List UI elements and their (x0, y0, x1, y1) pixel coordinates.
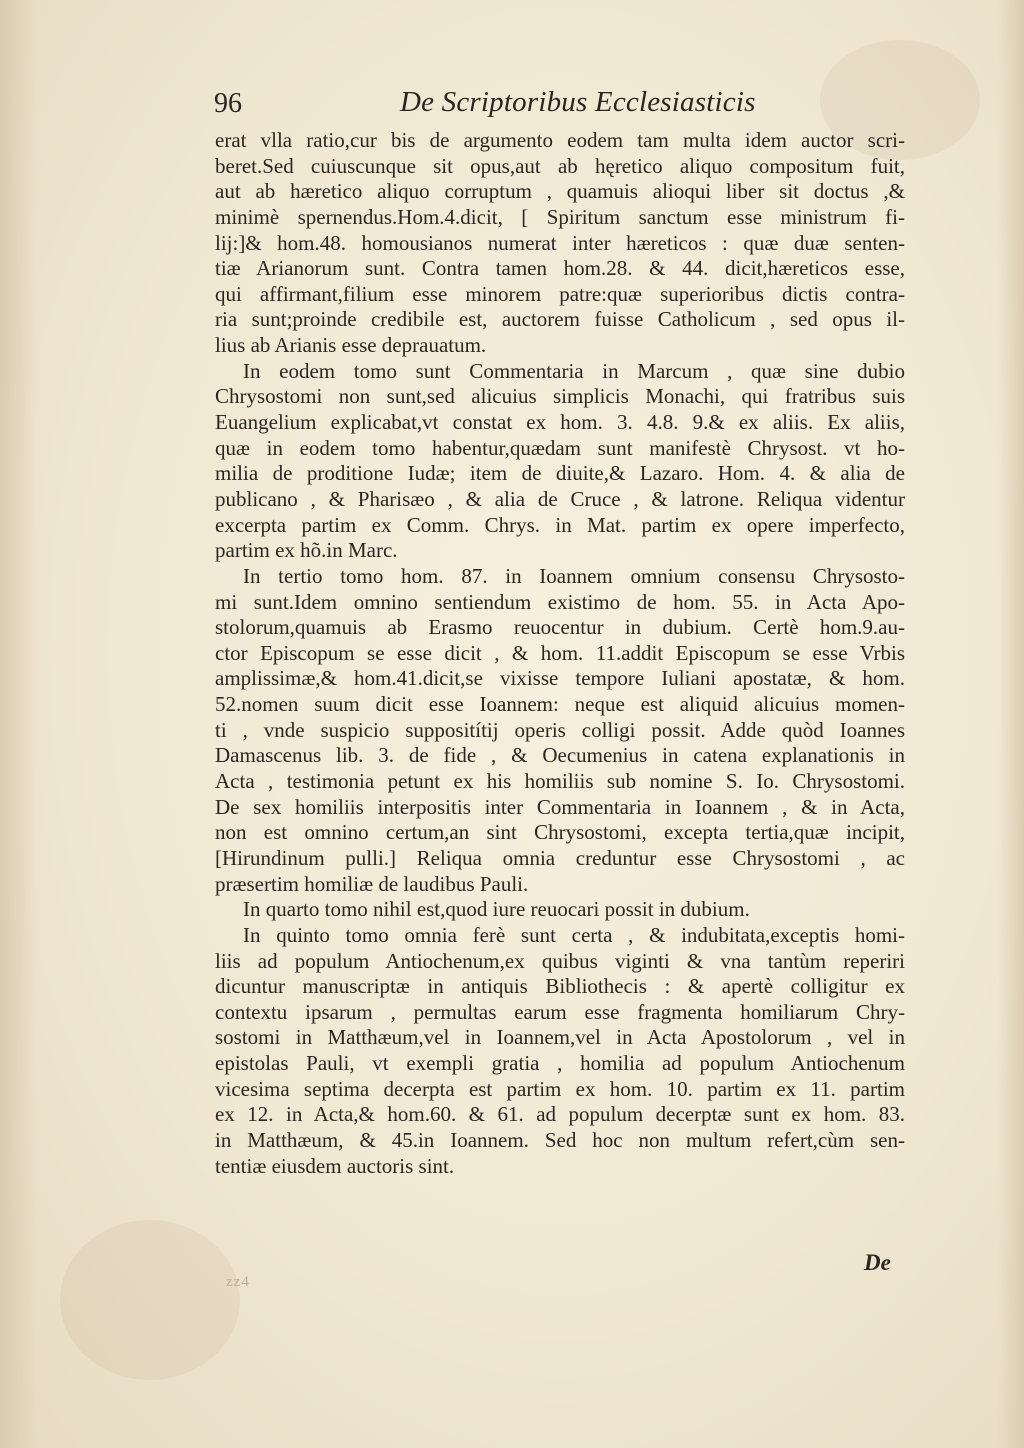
text-line: Damascenus lib. 3. de fide , & Oecumenius in catena explanationis in (215, 743, 905, 768)
body-text (215, 128, 905, 1179)
text-line: beret.Sed cuiuscunque sit opus,aut ab hęretico aliquo compositum fuit, (215, 153, 905, 178)
text-line: 52.nomen suum dicit esse Ioannem: neque est aliquid alicuius momen- (215, 692, 905, 717)
page-header (214, 86, 904, 126)
text-line: dicuntur manuscriptæ in antiquis Bibliothecis : & apertè colligitur ex (215, 974, 905, 999)
signature-mark: zz4 (226, 1274, 250, 1290)
text-line: vicesima septima decerpta est partim ex hom. 10. partim ex 11. partim (215, 1076, 905, 1101)
text-line: tiæ Arianorum sunt. Contra tamen hom.28. & 44. dicit,hæreticos esse, (215, 256, 905, 281)
text-line: epistolas Pauli, vt exempli gratia , homilia ad populum Antiochenum (215, 1051, 905, 1076)
text-line: In eodem tomo sunt Commentaria in Marcum , quæ sine dubio (243, 358, 905, 383)
text-line: Euangelium explicabat,vt constat ex hom. 3. 4.8. 9.& ex aliis. Ex aliis, (215, 410, 905, 435)
text-line: ex 12. in Acta,& hom.60. & 61. ad populum decerptæ sunt ex hom. 83. (215, 1102, 905, 1127)
text-line: contextu ipsarum , permultas earum esse fragmenta homiliarum Chry- (215, 999, 905, 1024)
text-line: lij:]& hom.48. homousianos numerat inter hæreticos : quæ duæ senten- (215, 230, 905, 255)
text-line: publicano , & Pharisæo , & alia de Cruce , & latrone. Reliqua videntur (215, 486, 905, 511)
text-line: partim ex hõ.in Marc. (215, 538, 398, 563)
text-line: quæ in eodem tomo habentur,quædam sunt manifestè Chrysost. vt ho- (215, 435, 905, 460)
text-line: tentiæ eiusdem auctoris sint. (215, 1153, 455, 1178)
text-line: erat vlla ratio,cur bis de argumento eodem tam multa idem auctor scri- (215, 128, 905, 152)
text-line: ti , vnde suspicio suppositítij operis colligi possit. Adde quòd Ioannes (215, 717, 905, 742)
text-line: in Matthæum, & 45.in Ioannem. Sed hoc non multum refert,cùm sen- (215, 1127, 905, 1152)
text-line: ria sunt;proinde credibile est, auctorem fuisse Catholicum , sed opus il- (215, 307, 905, 332)
text-line: qui affirmant,filium esse minorem patre:quæ superioribus dictis contra- (215, 281, 905, 306)
text-line: In quarto tomo nihil est,quod iure reuocari possit in dubium. (243, 897, 750, 922)
text-line: In tertio tomo hom. 87. in Ioannem omnium consensu Chrysosto- (243, 563, 905, 588)
text-line: excerpta partim ex Comm. Chrys. in Mat. partim ex opere imperfecto, (215, 512, 905, 537)
paper-stain (60, 1220, 240, 1380)
text-line: Acta , testimonia petunt ex his homiliis sub nomine S. Io. Chrysostomi. (215, 769, 905, 794)
text-line: Chrysostomi non sunt,sed alicuius simplicis Monachi, qui fratribus suis (215, 384, 905, 409)
text-line: In quinto tomo omnia ferè sunt certa , & indubitata,exceptis homi- (243, 922, 905, 947)
page-number: 96 (214, 88, 242, 119)
text-line: aut ab hæretico aliquo corruptum , quamuis alioqui liber sit doctus ,& (215, 179, 905, 204)
text-line: liis ad populum Antiochenum,ex quibus viginti & vna tantùm reperiri (215, 948, 905, 973)
text-line: minimè spernendus.Hom.4.dicit, [ Spiritum sanctum esse ministrum fi- (215, 204, 905, 229)
text-line: non est omnino certum,an sint Chrysostomi, excepta tertia,quæ incipit, (215, 820, 905, 845)
text-line: milia de proditione Iudæ; item de diuite,& Lazaro. Hom. 4. & alia de (215, 461, 905, 486)
text-line: sostomi in Matthæum,vel in Ioannem,vel in Acta Apostolorum , vel in (215, 1025, 905, 1050)
text-line: lius ab Arianis esse deprauatum. (215, 333, 487, 358)
text-line: ctor Episcopum se esse dicit , & hom. 11.addit Episcopum se esse Vrbis (215, 640, 905, 665)
text-line: amplissimæ,& hom.41.dicit,se vixisse tempore Iuliani apostatæ, & hom. (215, 666, 905, 691)
catchword: De (864, 1250, 891, 1275)
text-line: præsertim homiliæ de laudibus Pauli. (215, 871, 529, 896)
text-line: mi sunt.Idem omnino sentiendum existimo de hom. 55. in Acta Apo- (215, 589, 905, 614)
text-line: stolorum,quamuis ab Erasmo reuocentur in dubium. Certè hom.9.au- (215, 615, 905, 640)
running-title: De Scriptoribus Ecclesiasticis (400, 86, 756, 118)
text-line: [Hirundinum pulli.] Reliqua omnia creduntur esse Chrysostomi , ac (215, 845, 905, 870)
text-line: De sex homiliis interpositis inter Commentaria in Ioannem , & in Acta, (215, 794, 905, 819)
